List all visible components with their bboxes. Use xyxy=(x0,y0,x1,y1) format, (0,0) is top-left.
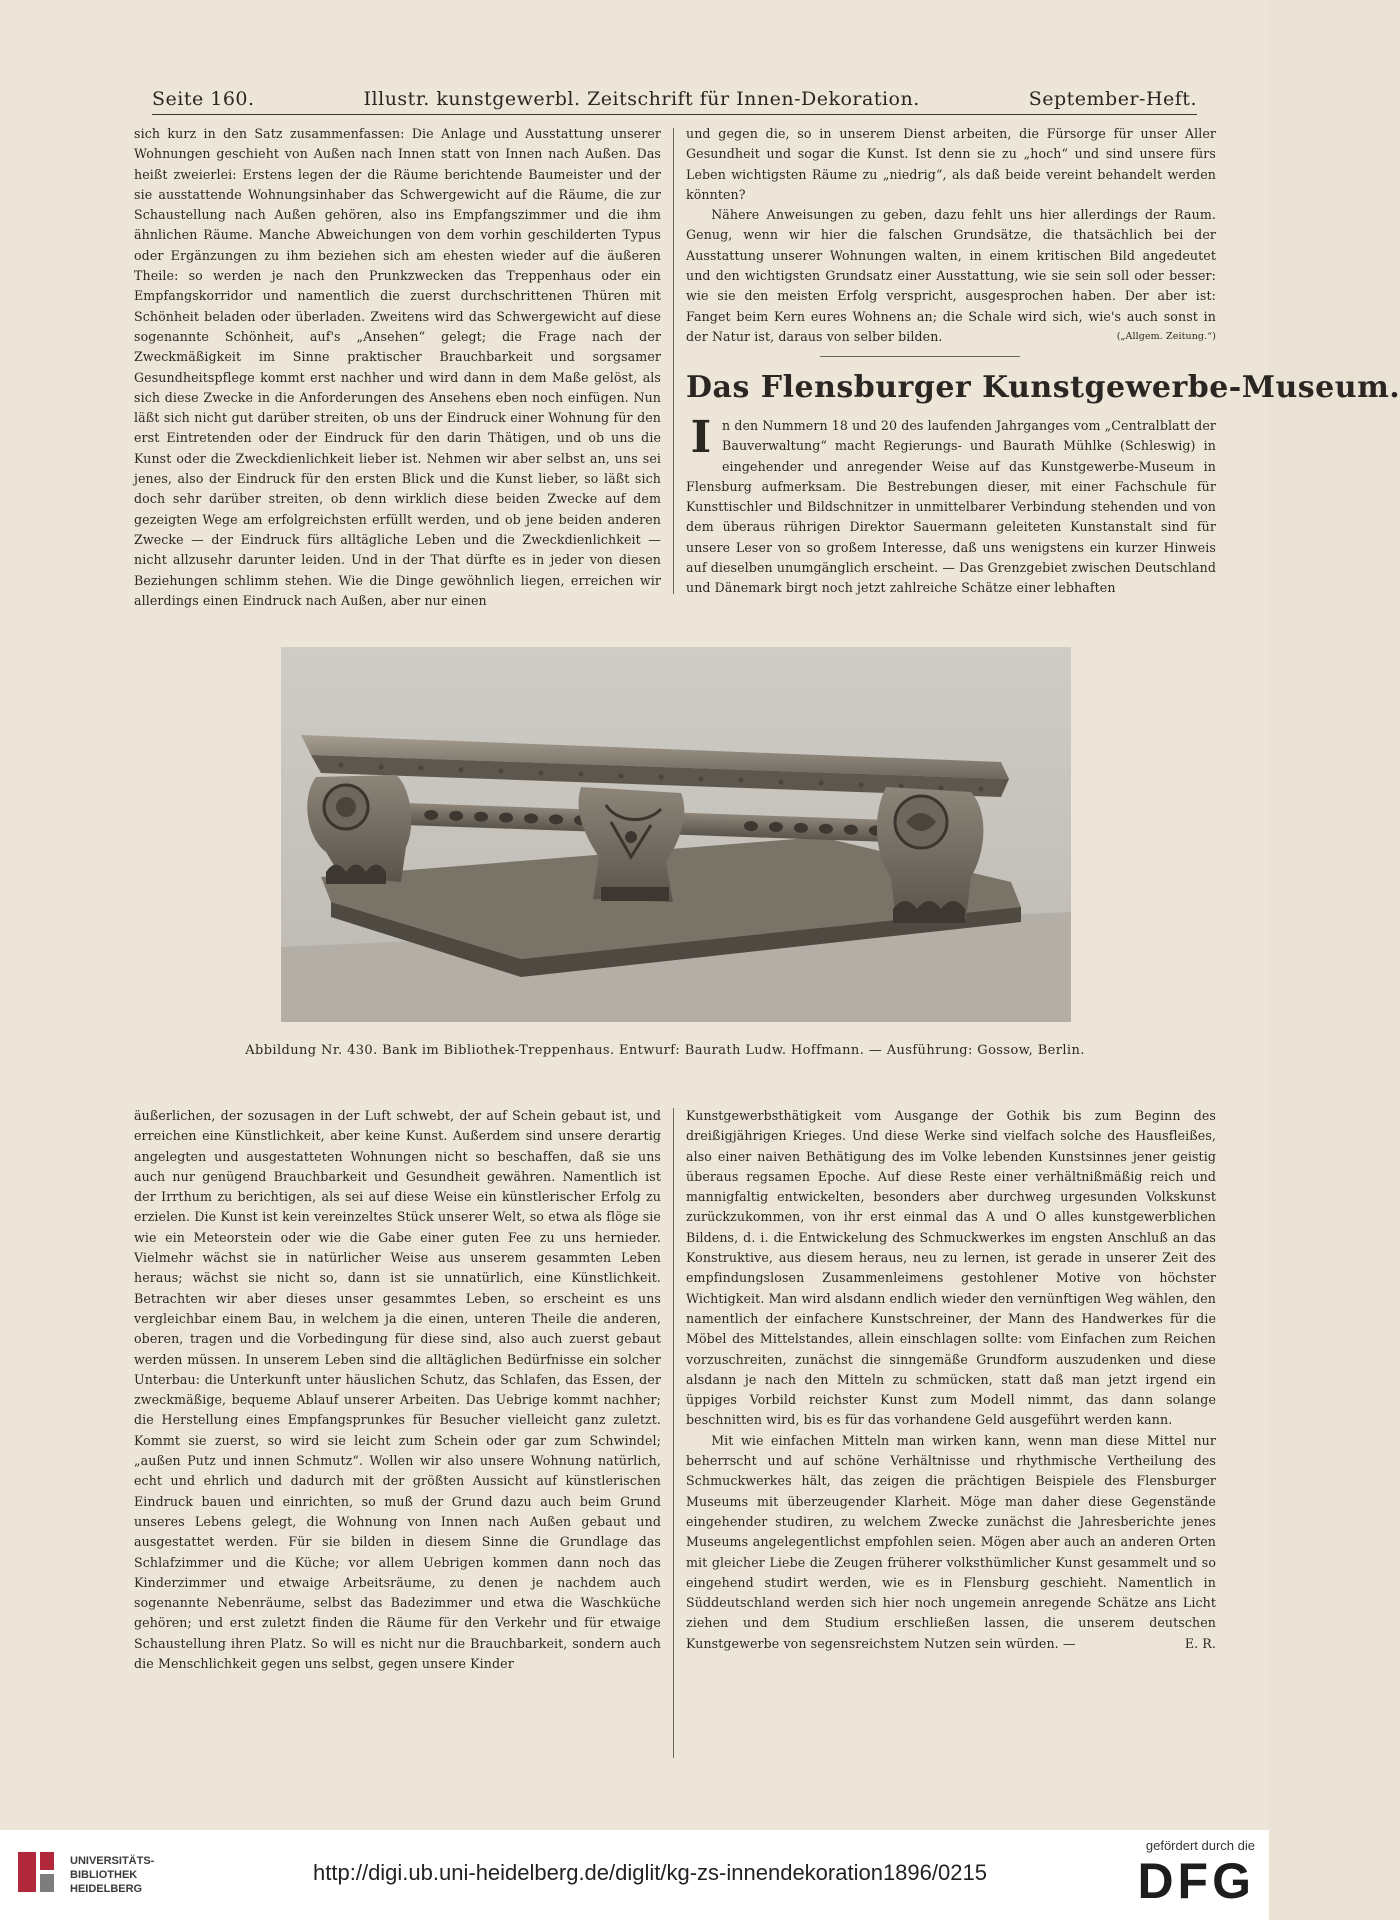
header-rule xyxy=(152,114,1197,115)
article-title: Das Flensburger Kunstgewerbe-Museum. xyxy=(686,370,1400,405)
source-note: („Allgem. Zeitung.“) xyxy=(1116,330,1216,342)
paragraph: und gegen die, so in unserem Dienst arbeiten, die Fürsorge für unser Aller Gesundheit und sogar die Kunst. Ist denn sie zu „hoch“ und sind unsere fürs Leben wichtigsten Räume zu „niedrig“, als daß beide vereint behandelt werden könnten? xyxy=(686,126,1216,202)
drop-cap: I xyxy=(690,412,712,463)
paragraph: Nähere Anweisungen zu geben, dazu fehlt uns hier allerdings der Raum. Genug, wenn wir hier die falschen Grundsätze, die thatsächlich bei der Ausstattung unserer Wohnungen walten, in einem kritischen Bild angedeutet und den wichtigsten Grundsatz einer Ausstattung, wie sie sein soll oder besser: wie sie den meisten Erfolg verspricht, ausgesprochen haben. Der aber ist: Fanget beim Kern eures Wohnens an; die Schale wird sich, wie's auch sonst in der Natur ist, daraus von selber bilden. („Allgem. Zeitung.“) xyxy=(686,205,1216,347)
funded-by-label: gefördert durch die xyxy=(1145,1838,1255,1853)
paragraph: Kunstgewerbsthätigkeit vom Ausgange der Gothik bis zum Beginn des dreißigjährigen Krieges. Und diese Werke sind vielfach solche des Hausfleißes, also einer naiven Bethätigung des im Volke lebenden Kunstsinnes jener geistig überaus regsamen Epoche. Auf diese Reste einer verhältnißmäßig reich und mannigfaltig entwickelten, besonders aber durchweg urgesunden Volkskunst zurückzukommen, von ihr erst einmal das A und O alles kunstgewerblichen Bildens, d. i. die Entwickelung des Schmuckwerkes im engsten Anschluß an das Konstruktive, aus diesem heraus, neu zu lernen, ist gerade in unserer Zeit des empfindungslosen Zusammenleimens gestohlener Motive von höchster Wichtigkeit. Man wird alsdann endlich wieder den vernünftigen Weg wählen, den namentlich der einfachere Kunstschreiner, der Mann des Handwerkes für die Möbel des Mittelstandes, allein einschlagen sollte: vom Einfachen zum Reichen vorzuschreiten, zunächst die sinngemäße Grundform auszudenken und diese alsdann je nach den Mitteln zu schmücken, statt daß man jetzt irgend ein üppiges Vorbild reichster Kunst zum Modell nimmt, das dann solange beschnitten wird, bis es für das vorhandene Geld ausgeführt werden kann. xyxy=(686,1108,1216,1428)
column-bottom-left xyxy=(134,1106,661,1674)
bench-photograph xyxy=(281,647,1071,1022)
column-top-left xyxy=(134,124,661,611)
column-divider xyxy=(673,1108,674,1758)
university-library-logo[interactable] xyxy=(14,1840,174,1906)
paragraph: sich kurz in den Satz zusammenfassen: Die Anlage und Ausstattung unserer Wohnungen geschieht von Außen nach Innen statt von Innen nach Außen. Das heißt zweierlei: Erstens legen der die Räume berichtende Baumeister und der sie ausstattende Wohnungsinhaber das Schwergewicht auf die Räume, die zur Schaustellung nach Außen gehören, also ins Empfangszimmer und die ihm ähnlichen Räume. Manche Abweichungen von dem vorhin geschilderten Typus oder Ergänzungen zu ihm beziehen sich am ehesten wieder auf die äußeren Theile: so werden je nach den Prunkzwecken das Treppenhaus oder ein Empfangskorridor und namentlich die zuerst durchschrittenen Thüren mit Schönheit beladen oder überladen. Zweitens wird das Schwergewicht auf diese sogenannte Schönheit, auf's „Ansehen“ gelegt; die Frage nach der Zweckmäßigkeit im Sinne praktischer Brauchbarkeit und sorgsamer Gesundheitspflege kommt erst nachher und wird dann in dem Maße gelöst, als sich diese Zwecke in die Anforderungen des Ansehens eben noch einfügen. Nun läßt sich nicht gut darüber streiten, ob uns der Eindruck einer Wohnung für den erst Eintretenden oder der Eindruck für den darin Thätigen, und ob uns die Kunst oder die Zweckdienlichkeit lieber ist. Nehmen wir aber selbst an, uns sei jenes, also der Eindruck für den ersten Blick und die Kunst lieber, so läßt sich doch sehr darüber streiten, ob denn wirklich diese beiden Zwecke auf dem gezeigten Wege am erfolgreichsten erfüllt werden, und ob jene beiden anderen Zwecke — der Eindruck fürs alltägliche Leben und die Zweckdienlichkeit — nicht allzusehr darunter leiden. Und in der That dürfte es in jeder von diesen Beziehungen schlimm stehen. Wie die Dinge gewöhnlich liegen, erreichen wir allerdings einen Eindruck nach Außen, aber nur einen xyxy=(134,126,661,608)
running-head xyxy=(152,84,1197,110)
figure-caption: Abbildung Nr. 430. Bank im Bibliothek-Treppenhaus. Entwurf: Baurath Ludw. Hoffmann. — Ausführung: Gossow, Berlin. xyxy=(245,1043,1085,1058)
paragraph: In den Nummern 18 und 20 des laufenden Jahrganges vom „Centralblatt der Bauverwaltung“ macht Regierungs- und Baurath Mühlke (Schleswig) in eingehender und anregender Weise auf das Kunstgewerbe-Museum in Flensburg aufmerksam. Die Bestrebungen dieser, mit einer Fachschule für Kunsttischler und Bildschnitzer in unmittelbarer Verbindung stehenden und von dem überaus rührigen Direktor Sauermann geleiteten Kunstanstalt sind für unsere Leser von so großem Interesse, daß uns wenigstens ein kurzer Hinweis auf dieselben unumgänglich erscheint. — Das Grenzgebiet zwischen Deutschland und Dänemark birgt noch jetzt zahlreiche Schätze einer lebhaften xyxy=(686,412,1216,596)
bench-illustration xyxy=(281,647,1071,1022)
article-body xyxy=(686,412,1216,599)
column-divider xyxy=(673,128,674,594)
issue-label: September-Heft. xyxy=(1028,88,1197,110)
library-emblem-icon xyxy=(14,1848,58,1896)
library-name: UNIVERSITÄTS- BIBLIOTHEK HEIDELBERG xyxy=(70,1855,155,1895)
column-top-right xyxy=(686,124,1216,347)
dfg-logo[interactable]: DFG xyxy=(1137,1853,1255,1909)
column-bottom-right xyxy=(686,1106,1216,1654)
section-rule xyxy=(820,356,1020,357)
author-signature: E. R. xyxy=(1184,1635,1216,1651)
digitization-footer xyxy=(0,1830,1269,1920)
permalink-url[interactable]: http://digi.ub.uni-heidelberg.de/diglit/kg-zs-innendekoration1896/0215 xyxy=(313,1860,987,1885)
funder-block xyxy=(1105,1838,1255,1909)
paragraph: äußerlichen, der sozusagen in der Luft schwebt, der auf Schein gebaut ist, und erreichen eine Künstlichkeit, aber keine Kunst. Außerdem sind unsere derartig angelegten und ausgestatteten Wohnungen nicht so beschaffen, daß sie uns auch nur genügend Brauchbarkeit und Gesundheit gewähren. Namentlich ist der Irrthum zu berichtigen, als sei auf diese Weise ein künstlerischer Erfolg zu erzielen. Die Kunst ist kein vereinzeltes Stück unserer Welt, so etwa als flöge sie wie ein Meteorstein oder wie die Gabe einer guten Fee zu uns hernieder. Vielmehr wächst sie in natürlicher Weise aus unserem gesammten Leben heraus; wächst sie nicht so, dann ist sie unnatürlich, eine Künstlichkeit. Betrachten wir aber dieses unser gesammtes Leben, so erscheint es uns vergleichbar einem Bau, in welchem ja die einen, unteren Theile die anderen, oberen, tragen und die Vorbedingung für diese sind, also auch zuerst gebaut werden müssen. In unserem Leben sind die alltäglichen Bedürfnisse ein solcher Unterbau: die Unterkunft unter häuslichen Schutz, das Schlafen, das Essen, der zweckmäßige, bequeme Ablauf unserer Arbeiten. Das Uebrige kommt nachher; die Herstellung eines Empfangsprunkes für Besucher vielleicht ganz zuletzt. Kommt sie zuerst, so wird sie leicht zum Schein oder gar zum Schwindel; „außen Putz und innen Schmutz“. Wollen wir also unsere Wohnung natürlich, echt und ehrlich und dadurch mit der größten Aussicht auf künstlerischen Eindruck bauen und einrichten, so muß der Grund dazu auch beim Grund unseres Lebens gelegt, die Wohnung von Innen nach Außen gebaut und ausgestattet werden. Für sie bilden in diesem Sinne die Grundlage das Schlafzimmer und die Küche; vor allem Uebrigen kommen dann noch das Kinderzimmer und etwaige Arbeitsräume, zu denen je nachdem auch sogenannte Nebenräume, selbst das Badezimmer und etwa die Waschküche gehören; und erst zuletzt finden die Räume für den Verkehr und für etwaige Schaustellung ihren Platz. So will es nicht nur die Brauchbarkeit, sondern auch die Menschlichkeit gegen uns selbst, gegen unsere Kinder xyxy=(134,1108,661,1672)
page-number: Seite 160. xyxy=(152,88,255,110)
journal-title: Illustr. kunstgewerbl. Zeitschrift für Innen-Dekoration. xyxy=(363,88,920,110)
paragraph: Mit wie einfachen Mitteln man wirken kann, wenn man diese Mittel nur beherrscht und auf schöne Verhältnisse und rhythmische Vertheilung des Schmuckwerkes hält, das zeigen die prächtigen Beispiele des Flensburger Museums mit überzeugender Klarheit. Möge man daher diese Gegenstände eingehender studiren, zu welchem Zwecke zunächst die Jahresberichte jenes Museums angelegentlichst empfohlen seien. Mögen aber auch an anderen Orten mit gleicher Liebe die Zeugen früherer volksthümlicher Kunst gesammelt und so eingehend studirt werden, wie es in Flensburg geschieht. Namentlich in Süddeutschland werden sich hier noch ungemein anregende Schätze ans Licht ziehen und dem Studium erschließen lassen, die unserem deutschen Kunstgewerbe von segensreichstem Nutzen sein würden. — E. R. xyxy=(686,1431,1216,1654)
